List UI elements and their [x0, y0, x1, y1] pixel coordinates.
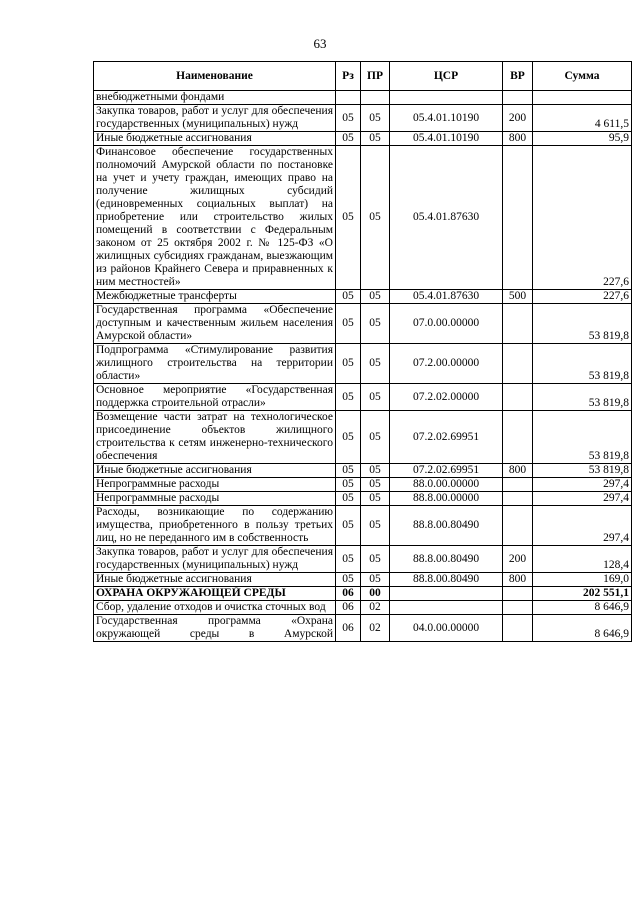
row-rz: 05	[336, 464, 361, 478]
row-sum: 53 819,8	[533, 384, 632, 411]
row-rz: 05	[336, 132, 361, 146]
table-row	[94, 492, 632, 506]
table-row	[94, 146, 632, 290]
row-csr: 07.2.02.69951	[390, 464, 503, 478]
header-vr: ВР	[503, 62, 533, 91]
row-vr: 200	[503, 546, 533, 573]
row-csr: 07.2.02.00000	[390, 384, 503, 411]
row-sum: 8 646,9	[533, 601, 632, 615]
page-number: 63	[313, 36, 327, 51]
row-csr: 05.4.01.87630	[390, 146, 503, 290]
row-pr: 05	[361, 132, 390, 146]
table-row	[94, 91, 632, 105]
row-pr: 05	[361, 573, 390, 587]
row-name: Основное мероприятие «Государственная поддержка строительной отрасли»	[94, 384, 336, 411]
row-sum	[533, 91, 632, 105]
row-name: Возмещение части затрат на технологическое присоединение объектов жилищного строительства к сетям инженерно-технического обеспечения	[94, 411, 336, 464]
table-header-row	[94, 62, 632, 91]
row-pr: 05	[361, 146, 390, 290]
budget-table	[93, 61, 632, 642]
row-sum: 128,4	[533, 546, 632, 573]
row-rz: 05	[336, 290, 361, 304]
row-rz: 05	[336, 573, 361, 587]
row-pr: 00	[361, 587, 390, 601]
header-sum: Сумма	[533, 62, 632, 91]
table-row	[94, 344, 632, 384]
row-name: Государственная программа «Охрана окружающей среды в Амурской	[94, 615, 336, 642]
header-name: Наименование	[94, 62, 336, 91]
row-pr: 05	[361, 384, 390, 411]
table-row	[94, 573, 632, 587]
row-sum: 297,4	[533, 478, 632, 492]
row-rz: 05	[336, 384, 361, 411]
row-vr	[503, 506, 533, 546]
row-vr	[503, 91, 533, 105]
row-name: Подпрограмма «Стимулирование развития жилищного строительства на территории области»	[94, 344, 336, 384]
row-csr: 88.0.00.00000	[390, 478, 503, 492]
row-rz: 05	[336, 344, 361, 384]
row-name: Непрограммные расходы	[94, 478, 336, 492]
header-pr: ПР	[361, 62, 390, 91]
row-sum: 227,6	[533, 146, 632, 290]
row-sum: 95,9	[533, 132, 632, 146]
table-row	[94, 546, 632, 573]
table-row	[94, 506, 632, 546]
row-vr	[503, 478, 533, 492]
row-name: ОХРАНА ОКРУЖАЮЩЕЙ СРЕДЫ	[94, 587, 336, 601]
row-vr	[503, 384, 533, 411]
row-pr: 05	[361, 492, 390, 506]
row-rz	[336, 91, 361, 105]
row-sum: 53 819,8	[533, 304, 632, 344]
row-sum: 227,6	[533, 290, 632, 304]
row-vr: 800	[503, 573, 533, 587]
table-row	[94, 132, 632, 146]
row-name: Межбюджетные трансферты	[94, 290, 336, 304]
table-row	[94, 384, 632, 411]
row-csr: 88.8.00.00000	[390, 492, 503, 506]
table-row	[94, 478, 632, 492]
row-sum: 53 819,8	[533, 411, 632, 464]
row-csr	[390, 587, 503, 601]
row-csr: 05.4.01.10190	[390, 105, 503, 132]
row-vr	[503, 344, 533, 384]
row-pr: 05	[361, 411, 390, 464]
row-csr: 04.0.00.00000	[390, 615, 503, 642]
row-pr: 02	[361, 615, 390, 642]
row-vr	[503, 304, 533, 344]
row-pr	[361, 91, 390, 105]
header-rz: Рз	[336, 62, 361, 91]
row-sum: 297,4	[533, 492, 632, 506]
row-name: Сбор, удаление отходов и очистка сточных вод	[94, 601, 336, 615]
row-csr: 88.8.00.80490	[390, 546, 503, 573]
row-name: внебюджетными фондами	[94, 91, 336, 105]
row-csr: 07.2.00.00000	[390, 344, 503, 384]
row-csr: 07.2.02.69951	[390, 411, 503, 464]
row-name: Расходы, возникающие по содержанию имущества, приобретенного в пользу третьих лиц, но не переданного им в собственность	[94, 506, 336, 546]
row-csr: 07.0.00.00000	[390, 304, 503, 344]
row-rz: 05	[336, 546, 361, 573]
row-csr: 05.4.01.10190	[390, 132, 503, 146]
row-rz: 06	[336, 615, 361, 642]
row-vr	[503, 492, 533, 506]
row-csr: 05.4.01.87630	[390, 290, 503, 304]
row-csr	[390, 601, 503, 615]
row-pr: 02	[361, 601, 390, 615]
row-rz: 05	[336, 492, 361, 506]
row-rz: 06	[336, 601, 361, 615]
row-pr: 05	[361, 290, 390, 304]
table-row	[94, 464, 632, 478]
row-sum: 8 646,9	[533, 615, 632, 642]
row-pr: 05	[361, 105, 390, 132]
row-pr: 05	[361, 344, 390, 384]
row-vr	[503, 601, 533, 615]
table-row	[94, 411, 632, 464]
table-row	[94, 304, 632, 344]
row-sum: 202 551,1	[533, 587, 632, 601]
row-vr	[503, 411, 533, 464]
row-vr: 200	[503, 105, 533, 132]
row-vr: 500	[503, 290, 533, 304]
row-sum: 4 611,5	[533, 105, 632, 132]
row-rz: 05	[336, 506, 361, 546]
row-name: Иные бюджетные ассигнования	[94, 132, 336, 146]
table-row	[94, 587, 632, 601]
row-rz: 05	[336, 304, 361, 344]
row-csr: 88.8.00.80490	[390, 573, 503, 587]
row-csr: 88.8.00.80490	[390, 506, 503, 546]
row-pr: 05	[361, 304, 390, 344]
row-name: Иные бюджетные ассигнования	[94, 573, 336, 587]
row-pr: 05	[361, 464, 390, 478]
row-sum: 53 819,8	[533, 464, 632, 478]
row-pr: 05	[361, 478, 390, 492]
table-row	[94, 105, 632, 132]
row-vr	[503, 146, 533, 290]
row-name: Непрограммные расходы	[94, 492, 336, 506]
table-row	[94, 601, 632, 615]
table-row	[94, 290, 632, 304]
row-csr	[390, 91, 503, 105]
row-name: Иные бюджетные ассигнования	[94, 464, 336, 478]
table-row	[94, 615, 632, 642]
row-rz: 05	[336, 105, 361, 132]
row-vr	[503, 587, 533, 601]
row-pr: 05	[361, 506, 390, 546]
row-name: Закупка товаров, работ и услуг для обеспечения государственных (муниципальных) нужд	[94, 546, 336, 573]
row-rz: 05	[336, 411, 361, 464]
row-rz: 05	[336, 146, 361, 290]
row-sum: 297,4	[533, 506, 632, 546]
row-rz: 06	[336, 587, 361, 601]
row-vr: 800	[503, 132, 533, 146]
row-sum: 169,0	[533, 573, 632, 587]
row-sum: 53 819,8	[533, 344, 632, 384]
row-vr	[503, 615, 533, 642]
row-name: Закупка товаров, работ и услуг для обеспечения государственных (муниципальных) нужд	[94, 105, 336, 132]
row-pr: 05	[361, 546, 390, 573]
row-vr: 800	[503, 464, 533, 478]
row-rz: 05	[336, 478, 361, 492]
row-name: Финансовое обеспечение государственных полномочий Амурской области по постановке на учет и учету граждан, имеющих право на получение жилищных субсидий (единовременных социальных выплат) на приобретение или строительство жилых помещений в соответствии с Федеральным законом от 25 октября 2002 г. № 125-ФЗ «О жилищных субсидиях гражданам, выезжающим из районов Крайнего Севера и приравненных к ним местностей»	[94, 146, 336, 290]
row-name: Государственная программа «Обеспечение доступным и качественным жильем населения Амурской области»	[94, 304, 336, 344]
header-csr: ЦСР	[390, 62, 503, 91]
